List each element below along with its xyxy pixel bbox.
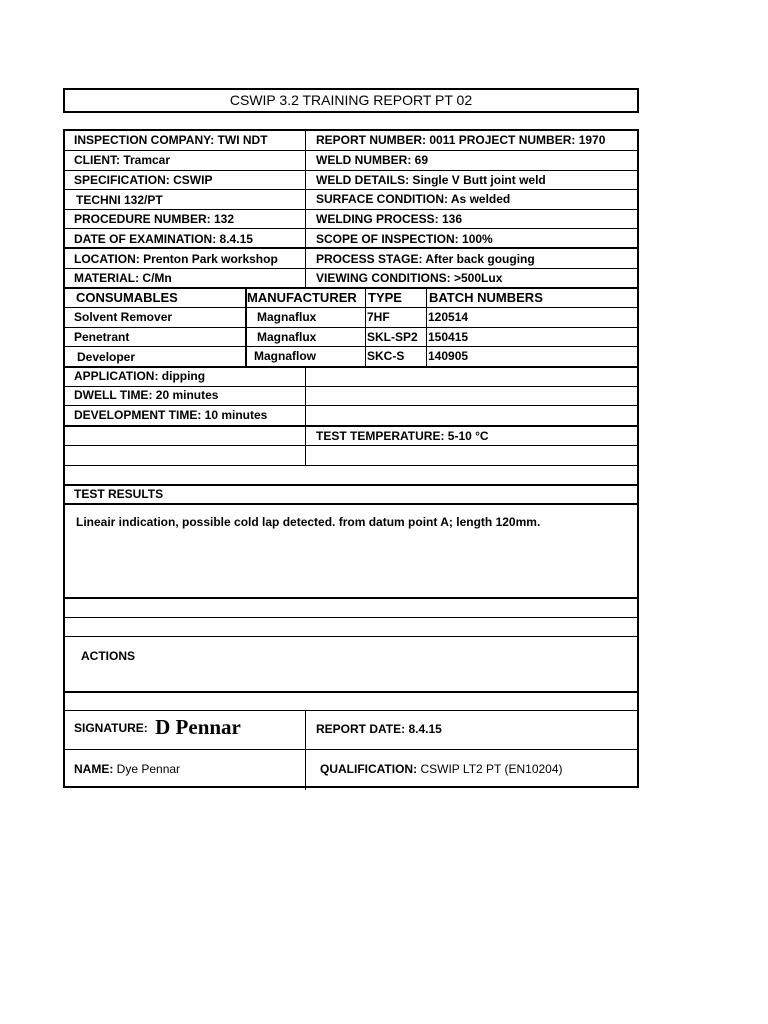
consumables-header: CONSUMABLES bbox=[76, 290, 178, 305]
specification: SPECIFICATION: CSWIP bbox=[74, 173, 213, 187]
signature-name: D Pennar bbox=[155, 715, 241, 739]
batch-numbers-header: BATCH NUMBERS bbox=[429, 290, 543, 305]
report-date: REPORT DATE: 8.4.15 bbox=[316, 722, 442, 736]
consumable-manufacturer: Magnaflux bbox=[257, 330, 317, 344]
process-stage: PROCESS STAGE: After back gouging bbox=[316, 252, 535, 266]
weld-details: WELD DETAILS: Single V Butt joint weld bbox=[316, 173, 546, 187]
consumable-name: Penetrant bbox=[74, 330, 130, 344]
consumable-batch: 120514 bbox=[428, 310, 469, 324]
application: APPLICATION: dipping bbox=[74, 369, 206, 383]
name-field bbox=[74, 761, 180, 777]
test-results-text: Lineair indication, possible cold lap detected. from datum point A; length 120mm. bbox=[76, 515, 541, 529]
material: MATERIAL: C/Mn bbox=[74, 271, 172, 285]
dwell-time: DWELL TIME: 20 minutes bbox=[74, 388, 219, 402]
consumable-name: Solvent Remover bbox=[74, 310, 173, 324]
signature-field bbox=[74, 715, 241, 739]
consumable-batch: 140905 bbox=[428, 349, 469, 363]
qualification-field bbox=[320, 761, 563, 777]
surface-condition: SURFACE CONDITION: As welded bbox=[316, 192, 511, 206]
qualification-label: QUALIFICATION: bbox=[320, 762, 418, 776]
viewing-conditions: VIEWING CONDITIONS: >500Lux bbox=[316, 271, 503, 285]
report-form bbox=[63, 129, 639, 788]
consumable-batch: 150415 bbox=[428, 330, 469, 344]
inspection-company: INSPECTION COMPANY: TWI NDT bbox=[74, 133, 268, 147]
report-project-number: REPORT NUMBER: 0011 PROJECT NUMBER: 1970 bbox=[316, 133, 606, 147]
report-title: CSWIP 3.2 TRAINING REPORT PT 02 bbox=[63, 88, 639, 113]
test-temperature: TEST TEMPERATURE: 5-10 °C bbox=[316, 429, 489, 443]
consumable-name: Developer bbox=[77, 350, 136, 364]
consumable-type: SKL-SP2 bbox=[367, 330, 418, 344]
test-results-label: TEST RESULTS bbox=[74, 487, 164, 501]
consumable-manufacturer: Magnaflow bbox=[254, 349, 316, 363]
client: CLIENT: Tramcar bbox=[74, 153, 171, 167]
consumable-manufacturer: Magnaflux bbox=[257, 310, 317, 324]
welding-process: WELDING PROCESS: 136 bbox=[316, 212, 463, 226]
weld-number: WELD NUMBER: 69 bbox=[316, 153, 429, 167]
date-of-examination: DATE OF EXAMINATION: 8.4.15 bbox=[74, 232, 253, 246]
procedure-number: PROCEDURE NUMBER: 132 bbox=[74, 212, 235, 226]
qualification-value: CSWIP LT2 PT (EN10204) bbox=[420, 762, 563, 776]
actions-label: ACTIONS bbox=[81, 649, 135, 663]
name-label: NAME: bbox=[74, 762, 114, 776]
consumable-type: 7HF bbox=[367, 310, 390, 324]
scope-of-inspection: SCOPE OF INSPECTION: 100% bbox=[316, 232, 493, 246]
manufacturer-header: MANUFACTURER bbox=[247, 290, 357, 305]
signature-label: SIGNATURE: bbox=[74, 721, 148, 735]
location: LOCATION: Prenton Park workshop bbox=[74, 252, 278, 266]
name-value: Dye Pennar bbox=[116, 762, 181, 776]
consumable-type: SKC-S bbox=[367, 349, 405, 363]
type-header: TYPE bbox=[368, 290, 402, 305]
techni: TECHNI 132/PT bbox=[76, 193, 163, 207]
development-time: DEVELOPMENT TIME: 10 minutes bbox=[74, 408, 268, 422]
